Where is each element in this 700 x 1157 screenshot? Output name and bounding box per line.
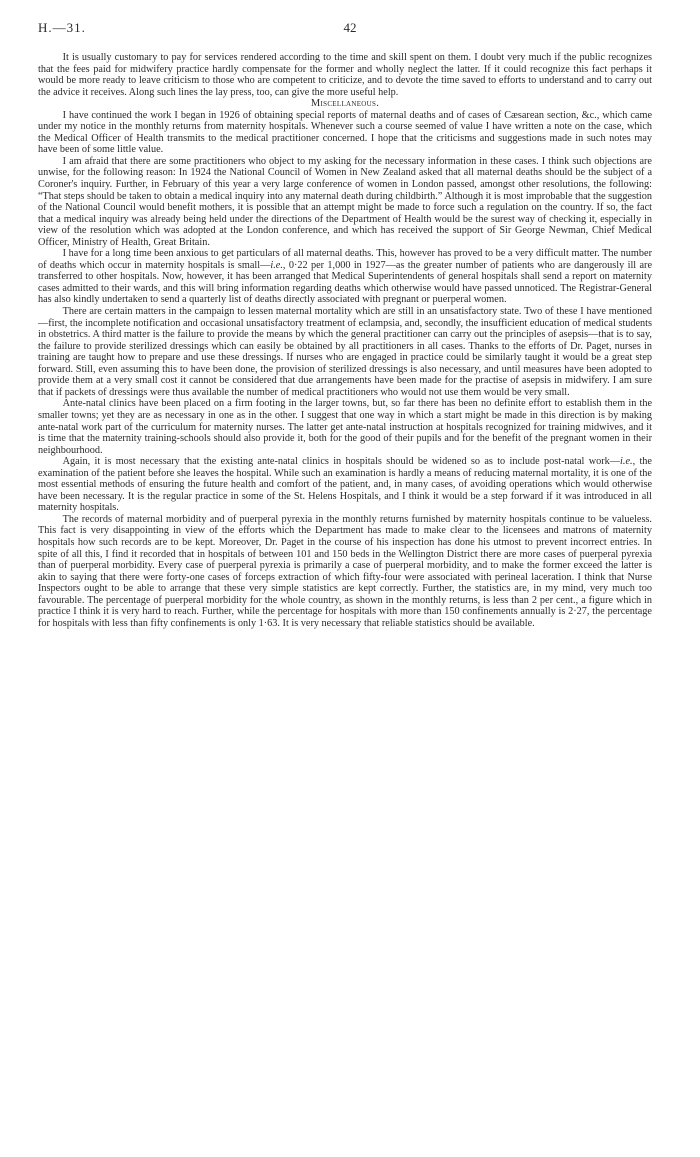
running-header	[0, 18, 700, 38]
paragraph-post-natal-work: Again, it is most necessary that the existing ante-natal clinics in hospitals should be widened so as to include post-natal work—i.e., the examination of the patient before she leaves the hospital. While such an examination is hardly a means of reducing maternal mortality, it is one of the most essential methods of ensuring the future health and comfort of the patient, and, in many cases, of avoiding operations which would otherwise have been necessary. It is the regular practice in some of the St. Helens Hospitals, and I think it would be a step forward if it was introduced in all maternity hospitals.	[38, 456, 652, 514]
paragraph-maternal-deaths: I have for a long time been anxious to get particulars of all maternal deaths. This, however has proved to be a very difficult matter. The number of deaths which occur in maternity hospitals is small—i.e., 0·22 per 1,000 in 1927—as the greater number of patients who are dangerously ill are transferred to other hospitals. Now, however, it has been arranged that Medical Superintendents of general hospitals shall send a report on maternity cases admitted to their wards, and this will bring information regarding deaths which otherwise would have passed unnoticed. The Registrar-General has also kindly undertaken to send a quarterly list of deaths directly associated with pregnant or puerperal women.	[38, 248, 653, 306]
paragraph-special-reports: I have continued the work I began in 1926 of obtaining special reports of maternal deaths and of cases of Cæsarean section, &c., which came under my notice in the monthly returns from maternity hospitals. Whenever such a course seemed of value I have written a note on the case, which the Medical Officer of Health transmits to the medical practitioner concerned. I hope that the criticisms and suggestions made in such notes may have been of some little value.	[38, 109, 652, 156]
body-text	[38, 52, 652, 629]
paragraph-ante-natal-clinics: Ante-natal clinics have been placed on a firm footing in the larger towns, but, so far there has been no definite effort to establish them in the smaller towns; yet they are as necessary in one as in the other. I suggest that one way in which a start might be made in this direction is by making ante-natal work part of the curriculum for maternity nurses. The latter get ante-natal instruction at hospitals recognized for training midwives, and it is time that the maternity training-schools should also provide it, both for the good of their pupils and for the benefit of the pregnant women in their neighbourhood.	[38, 398, 652, 456]
section-heading: Miscellaneous.	[310, 98, 380, 110]
report-reference: H.—31.	[38, 20, 86, 35]
paragraph-objections: I am afraid that there are some practitioners who object to my asking for the necessary information in these cases. I think such objections are unwise, for the following reason: In 1924 the National Council of Women in New Zealand asked that all maternal deaths should be the subject of a Coroner's inquiry. Further, in February of this year a very large conference of women in London passed, amongst other resolutions, the following: “That steps should be taken to obtain a medical inquiry into any maternal death during childbirth.” Although it is most improbable that the suggestion of the National Council would benefit mothers, it is possible that an attempt might be made to force such a regulation on the country. If so, the fact that a medical inquiry was already being held under the directions of the Department of Health would be the surest way of checking it, especially in view of the resolution which was adopted at the London conference, and which has received the support of Sir George Newman, Chief Medical Officer, Ministry of Health, Great Britain.	[38, 155, 652, 248]
page-number: 42	[343, 20, 357, 35]
paragraph-morbidity-records: The records of maternal morbidity and of puerperal pyrexia in the monthly returns furnished by maternity hospitals continue to be valueless. This fact is very disappointing in view of the efforts which the Department has made to make clear to the licensees and matrons of maternity hospitals how such records are to be kept. Moreover, Dr. Paget in the course of his inspection has done his utmost to prevent incorrect entries. In spite of all this, I find it recorded that in hospitals of between 101 and 150 beds in the Wellington District there are more cases of puerperal pyrexia than of puerperal morbidity. Every case of puerperal pyrexia is primarily a case of puerperal morbidity, and to make the former exceed the latter is akin to saying that there were forty-one cases of forceps extraction of which fifty-four were associated with perineal laceration. I think that Nurse Inspectors ought to be able to arrange that these very simple statistics are kept correctly. Further, the statistics are, in my mind, very much too favourable. The percentage of puerperal morbidity for the whole country, as shown in the monthly returns, is less than 2 per cent., a figure which in practice I think it is very hard to reach. Further, while the percentage for hospitals with more than 150 confinements annually is 2·27, the percentage for hospitals with less than fifty confinements is only 1·63. It is very necessary that reliable statistics should be available.	[38, 513, 652, 629]
paragraph-fees: It is usually customary to pay for services rendered according to the time and skill spent on them. I doubt very much if the public recognizes that the fees paid for midwifery practice hardly compensate for the former and wholly neglect the latter. If it could recognize this fact perhaps it would be more ready to leave criticism to those who are competent to criticize, and to devote the time saved to efforts to understand and to carry out the advice it receives. Along such lines the lay press, too, can give the more useful help.	[38, 52, 652, 98]
paragraph-unsatisfactory-matters: There are certain matters in the campaign to lessen maternal mortality which are still in an unsatisfactory state. Two of these I have mentioned—first, the incomplete notification and occasional unsatisfactory treatment of eclampsia, and, secondly, the insufficient education of medical students in obstetrics. A third matter is the failure to provide the means by which the general practitioner can carry out the principles of asepsis—that is to say, the failure to provide sterilized dressings which can easily be obtained by all practitioners in all cases. Thanks to the efforts of Dr. Paget, nurses in training are taught how to prepare and use these dressings. If nurses who are engaged in practice could be similarly taught it would be a great step forward. Still, even assuming this to have been done, the provision of sterilized dressings is also necessary, and until measures have been adopted to provide them at a very small cost it cannot be considered that due arrangements have been made for the practise of asepsis in midwifery. I am sure that if packets of dressings were thus available the number of medical practitioners who would not use them would be very small.	[38, 306, 652, 398]
